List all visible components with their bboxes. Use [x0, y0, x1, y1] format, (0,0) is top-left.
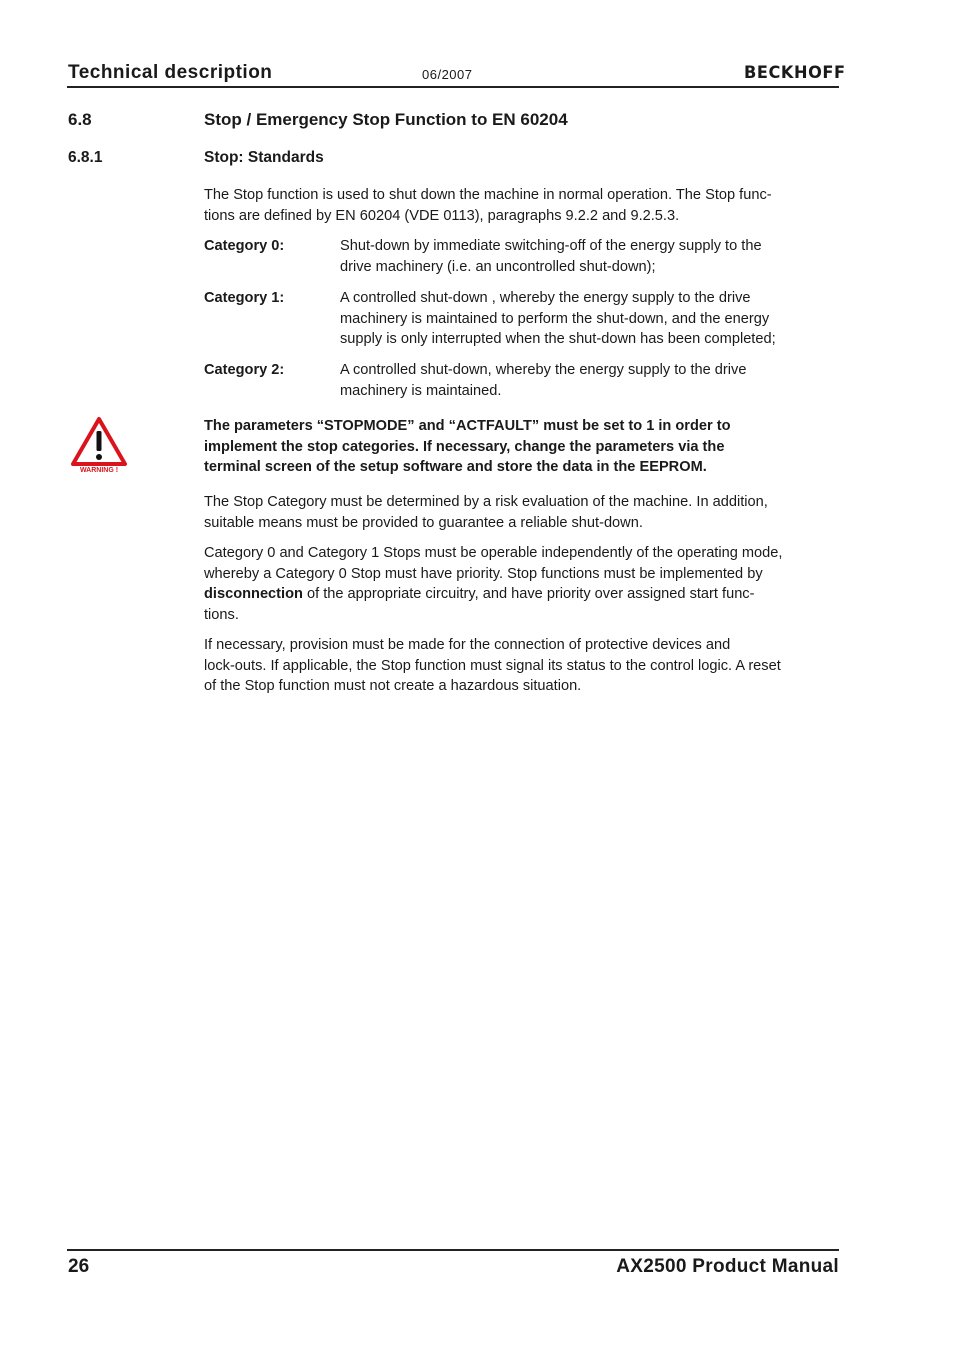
section-title: Stop / Emergency Stop Function to EN 60204: [204, 110, 568, 129]
paragraph-stop-priority: [204, 543, 844, 625]
category-1-description: [340, 288, 840, 350]
paragraph-line: suitable means must be provided to guarantee a reliable shut-down.: [204, 514, 643, 531]
category-line: A controlled shut-down, whereby the energy supply to the drive: [340, 362, 747, 378]
footer-rule: [67, 1249, 839, 1251]
header-date: 06/2007: [422, 67, 473, 82]
page-number: 26: [68, 1256, 90, 1277]
paragraph-line: [204, 584, 844, 605]
intro-line: The Stop function is used to shut down the machine in normal operation. The Stop func-: [204, 187, 772, 203]
header-section-title: Technical description: [68, 62, 273, 83]
paragraph-line: lock-outs. If applicable, the Stop function must signal its status to the control logic. A reset: [204, 657, 781, 674]
category-0-description: [340, 236, 840, 277]
intro-paragraph: [204, 185, 844, 226]
brand-logo: BECKHOFF: [744, 63, 846, 83]
warning-text: [204, 416, 844, 478]
warning-icon: [70, 416, 128, 474]
paragraph-line: Category 0 and Category 1 Stops must be operable independently of the operating mode,: [204, 545, 783, 561]
intro-line: tions are defined by EN 60204 (VDE 0113), paragraphs 9.2.2 and 9.2.5.3.: [204, 207, 680, 224]
manual-title: AX2500 Product Manual: [616, 1256, 839, 1277]
category-1-label: Category 1:: [204, 290, 285, 306]
category-line: supply is only interrupted when the shut-down has been completed;: [340, 331, 776, 348]
subsection-number: 6.8.1: [68, 149, 103, 166]
paragraph-protective-devices: [204, 635, 844, 697]
category-line: Shut-down by immediate switching-off of the energy supply to the: [340, 238, 762, 254]
warning-line: The parameters “STOPMODE” and “ACTFAULT” must be set to 1 in order to: [204, 418, 731, 434]
subsection-title: Stop: Standards: [204, 149, 324, 166]
warning-line: implement the stop categories. If necessary, change the parameters via the: [204, 438, 725, 455]
header-rule: [67, 86, 839, 88]
paragraph-line-rest: of the appropriate circuitry, and have priority over assigned start func-: [302, 586, 755, 603]
category-line: machinery is maintained to perform the shut-down, and the energy: [340, 310, 770, 327]
category-line: machinery is maintained.: [340, 382, 502, 399]
paragraph-line: of the Stop function must not create a hazardous situation.: [204, 678, 582, 695]
paragraph-risk-evaluation: [204, 492, 844, 533]
category-2-description: [340, 360, 840, 401]
warning-icon-label: WARNING !: [79, 467, 119, 474]
paragraph-line: If necessary, provision must be made for the connection of protective devices and: [204, 637, 731, 653]
category-line: drive machinery (i.e. an uncontrolled shut-down);: [340, 258, 656, 275]
paragraph-line: whereby a Category 0 Stop must have priority. Stop functions must be implemented by: [204, 565, 763, 582]
warning-line: terminal screen of the setup software and store the data in the EEPROM.: [204, 459, 707, 476]
category-line: A controlled shut-down , whereby the energy supply to the drive: [340, 290, 751, 306]
paragraph-line: tions.: [204, 606, 239, 623]
category-2-label: Category 2:: [204, 362, 285, 378]
paragraph-line: The Stop Category must be determined by a risk evaluation of the machine. In addition,: [204, 494, 768, 510]
bold-term: disconnection: [204, 586, 303, 603]
section-number: 6.8: [68, 110, 92, 129]
category-0-label: Category 0:: [204, 238, 285, 254]
